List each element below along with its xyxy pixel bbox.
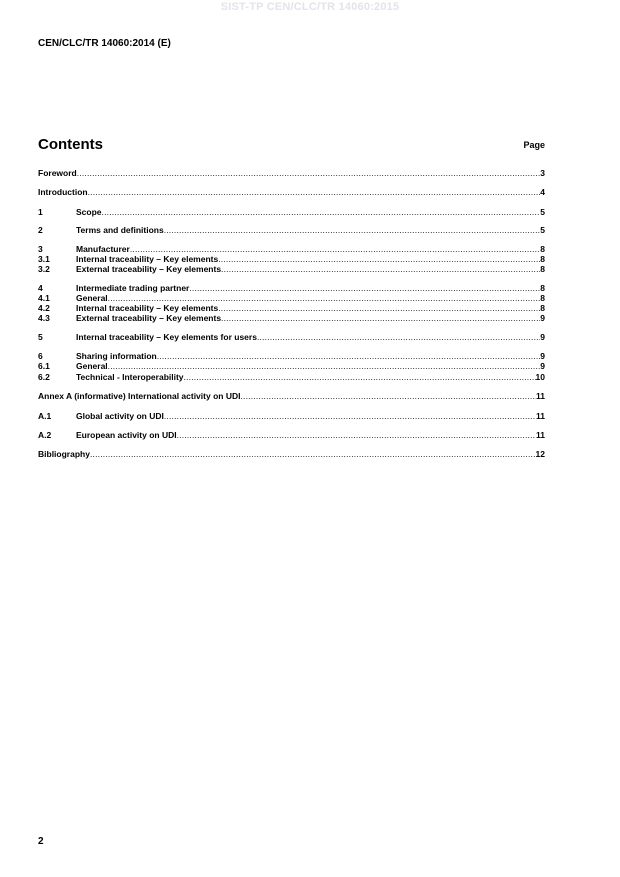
toc-entry[interactable] — [38, 244, 545, 254]
toc-entry-page: 9 — [540, 361, 545, 371]
toc-entry[interactable] — [38, 430, 545, 440]
toc-dot-leader — [130, 244, 540, 254]
toc-entry-title: Foreword — [38, 168, 77, 178]
toc-entry-page: 9 — [540, 332, 545, 342]
watermark: SIST-TP CEN/CLC/TR 14060:2015 — [220, 1, 400, 13]
toc-entry-title: Scope — [76, 207, 102, 217]
toc-entry-number: 4.1 — [38, 293, 50, 303]
toc-entry[interactable] — [38, 449, 545, 459]
toc-entry[interactable] — [38, 391, 545, 401]
toc-entry[interactable] — [38, 168, 545, 178]
toc-dot-leader — [184, 372, 536, 382]
toc-entry-title: European activity on UDI — [76, 430, 177, 440]
toc-entry-number: 3.1 — [38, 254, 50, 264]
toc-entry-page: 8 — [540, 283, 545, 293]
toc-entry-number: 2 — [38, 225, 43, 235]
toc-entry[interactable] — [38, 207, 545, 217]
toc-dot-leader — [177, 430, 536, 440]
toc-entry[interactable] — [38, 225, 545, 235]
toc-entry-page: 3 — [540, 168, 545, 178]
toc-dot-leader — [108, 293, 541, 303]
toc-entry-title: Internal traceability – Key elements — [76, 254, 219, 264]
toc-entry[interactable] — [38, 264, 545, 274]
toc-entry[interactable] — [38, 283, 545, 293]
toc-entry-title: General — [76, 293, 108, 303]
toc-dot-leader — [164, 411, 536, 421]
toc-entry-title: Introduction — [38, 187, 88, 197]
toc-entry[interactable] — [38, 361, 545, 371]
toc-entry-title: Manufacturer — [76, 244, 130, 254]
toc-entry-number: 6 — [38, 351, 43, 361]
toc-entry-number: 5 — [38, 332, 43, 342]
toc-entry-title: Bibliography — [38, 449, 90, 459]
toc-entry-number: 6.1 — [38, 361, 50, 371]
toc-entry-number: A.1 — [38, 411, 52, 421]
toc-entry-title: General — [76, 361, 108, 371]
toc-entry-title: External traceability – Key elements — [76, 313, 222, 323]
toc-dot-leader — [221, 264, 540, 274]
toc-entry-page: 9 — [540, 351, 545, 361]
toc-entry-title: External traceability – Key elements — [76, 264, 222, 274]
toc-dot-leader — [157, 351, 541, 361]
toc-dot-leader — [221, 313, 540, 323]
toc-entry-number: A.2 — [38, 430, 52, 440]
page-number: 2 — [38, 836, 44, 847]
toc-entry-page: 5 — [540, 225, 545, 235]
toc-entry-page: 5 — [540, 207, 545, 217]
toc-entry[interactable] — [38, 332, 545, 342]
page-column-label: Page — [523, 140, 545, 150]
toc-entry-number: 1 — [38, 207, 43, 217]
toc-dot-leader — [90, 449, 536, 459]
toc-entry[interactable] — [38, 303, 545, 313]
toc-entry-page: 9 — [540, 313, 545, 323]
toc-entry-title: Internal traceability – Key elements for users — [76, 332, 257, 342]
toc-dot-leader — [88, 187, 541, 197]
toc-dot-leader — [164, 225, 541, 235]
toc-entry-page: 8 — [540, 244, 545, 254]
toc-entry-page: 8 — [540, 264, 545, 274]
toc-entry[interactable] — [38, 187, 545, 197]
toc-entry[interactable] — [38, 313, 545, 323]
toc-entry-title: Annex A (informative) International activity on UDI — [38, 391, 241, 401]
toc-dot-leader — [257, 332, 540, 342]
toc-entry[interactable] — [38, 372, 545, 382]
toc-entry[interactable] — [38, 351, 545, 361]
toc-entry-page: 11 — [536, 391, 545, 401]
toc-entry[interactable] — [38, 293, 545, 303]
toc-dot-leader — [77, 168, 541, 178]
toc-entry-title: Terms and definitions — [76, 225, 164, 235]
toc-entry-number: 4.2 — [38, 303, 50, 313]
toc-entry-page: 12 — [535, 449, 545, 459]
toc-entry[interactable] — [38, 254, 545, 264]
toc-entry-number: 4 — [38, 283, 43, 293]
toc-dot-leader — [218, 303, 540, 313]
toc-entry[interactable] — [38, 411, 545, 421]
toc-entry-number: 4.3 — [38, 313, 50, 323]
toc-entry-title: Global activity on UDI — [76, 411, 164, 421]
toc-entry-page: 4 — [540, 187, 545, 197]
toc-entry-page: 11 — [536, 411, 545, 421]
toc-entry-number: 6.2 — [38, 372, 50, 382]
toc-dot-leader — [102, 207, 541, 217]
document-id: CEN/CLC/TR 14060:2014 (E) — [38, 38, 171, 49]
toc-dot-leader — [108, 361, 541, 371]
toc-entry-page: 10 — [535, 372, 545, 382]
toc-entry-title: Technical - Interoperability — [76, 372, 184, 382]
toc-entry-page: 11 — [536, 430, 545, 440]
toc-entry-number: 3.2 — [38, 264, 50, 274]
toc-dot-leader — [240, 391, 536, 401]
toc-entry-page: 8 — [540, 254, 545, 264]
toc-entry-title: Sharing information — [76, 351, 157, 361]
toc-dot-leader — [218, 254, 540, 264]
toc-entry-page: 8 — [540, 303, 545, 313]
toc-entry-page: 8 — [540, 293, 545, 303]
toc-entry-title: Internal traceability – Key elements — [76, 303, 219, 313]
contents-title: Contents — [38, 136, 103, 153]
toc-entry-number: 3 — [38, 244, 43, 254]
toc-dot-leader — [189, 283, 540, 293]
toc-entry-title: Intermediate trading partner — [76, 283, 190, 293]
